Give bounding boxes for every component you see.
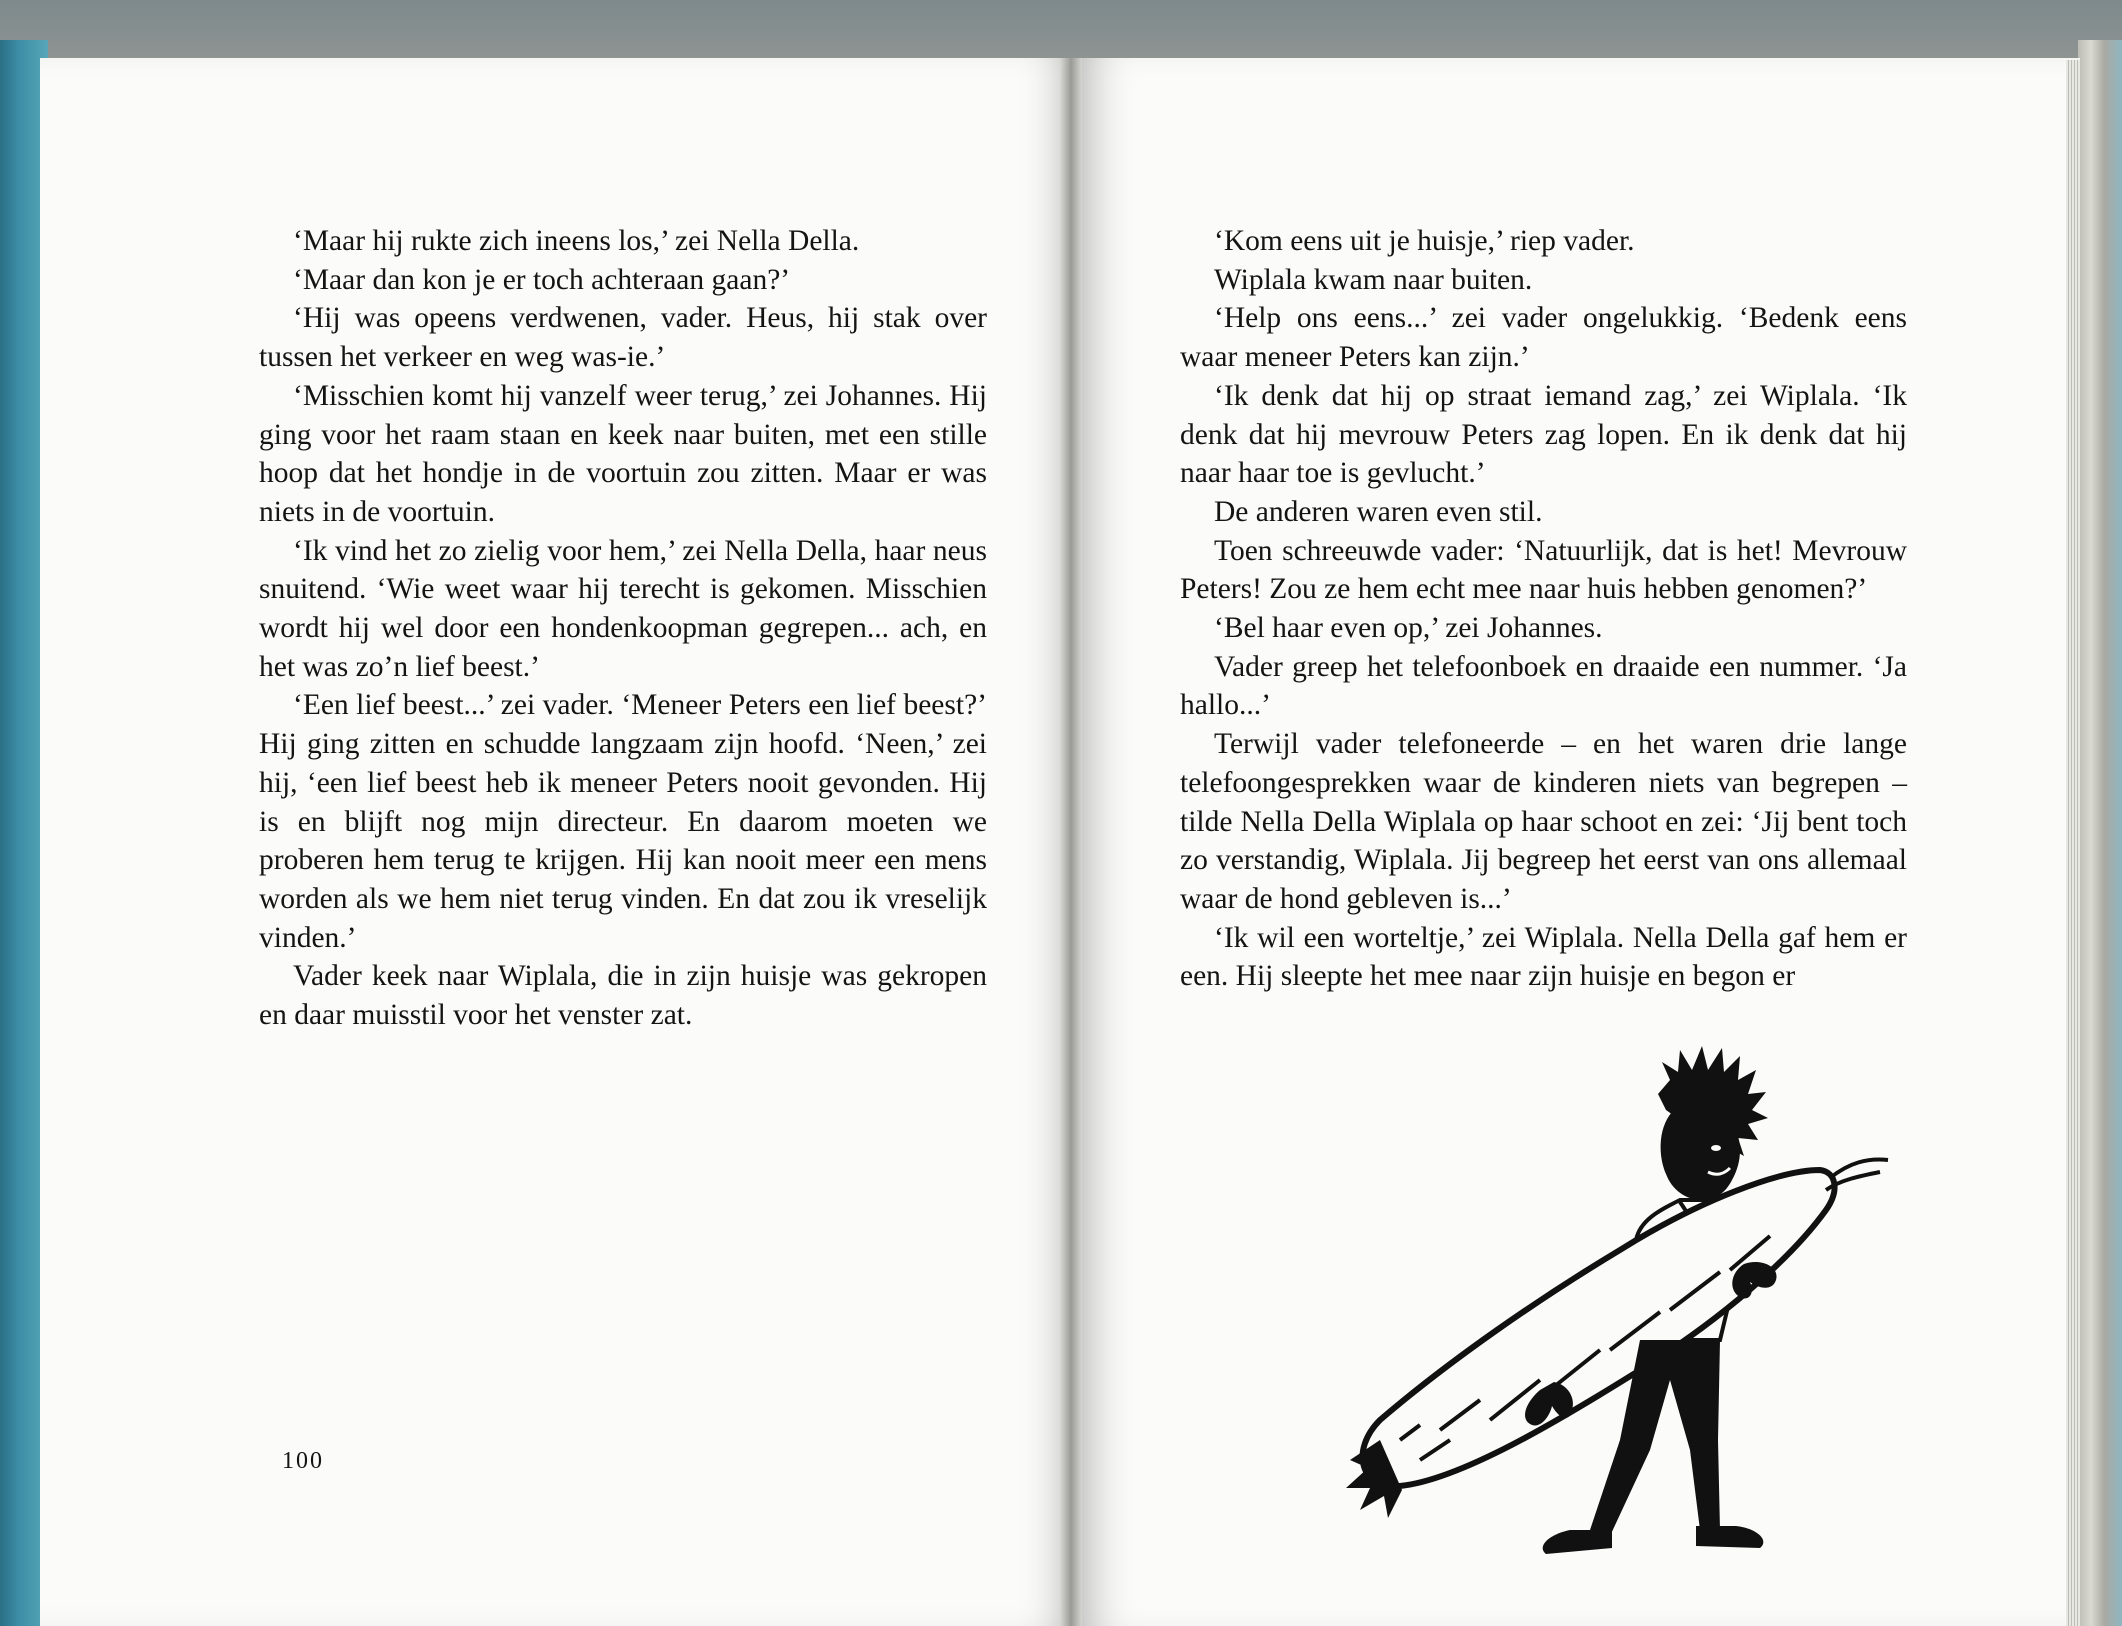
paragraph: ‘Maar hij rukte zich ineens los,’ zei Nella Della. — [293, 225, 860, 257]
left-shoe — [1543, 1530, 1612, 1554]
paragraph: ‘Een lief beest...’ zei vader. ‘Meneer Peters een lief beest?’ Hij ging zitten en schudde langzaam zijn hoofd. ‘Neen,’ zei hij, ‘een lief beest heb ik meneer Peters nooit gevonden. Hij is en blijft nog mijn directeur. En daarom moeten we proberen hem terug te krijgen. Hij kan nooit meer een mens worden als we hem niet terug vinden. En dat zou ik vreselijk vinden.’ — [259, 689, 987, 954]
paragraph: ‘Bel haar even op,’ zei Johannes. — [1214, 612, 1603, 645]
right-shoe — [1696, 1526, 1763, 1548]
paragraph: ‘Ik wil een worteltje,’ zei Wiplala. Nella Della gaf hem er een. Hij sleepte het mee naar zijn huisje en begon er — [1180, 921, 1907, 993]
paragraph: ‘Hij was opeens verdwenen, vader. Heus, hij stak over tussen het verkeer en weg was-ie.’ — [259, 302, 987, 374]
paragraph: De anderen waren even stil. — [1214, 495, 1543, 528]
paragraph: Toen schreeuwde vader: ‘Natuurlijk, dat is het! Mevrouw Peters! Zou ze hem echt mee naar huis hebben genomen?’ — [1180, 534, 1907, 606]
page-number: 100 — [282, 1448, 324, 1474]
page-stack-edge — [2066, 60, 2080, 1626]
paragraph: ‘Misschien komt hij vanzelf weer terug,’ zei Johannes. Hij ging voor het raam staan en keek naar buiten, met een stille hoop dat het hondje in de voortuin zou zitten. Maar er was niets in de voortuin. — [259, 379, 987, 528]
paragraph: Terwijl vader telefoneerde – en het waren drie lange telefoongesprekken waar de kinderen niets van begrepen – tilde Nella Della Wiplala op haar schoot en zei: ‘Jij bent toch zo verstandig, Wiplala. Jij begreep het eerst van ons allemaal waar de hond gebleven is...’ — [1180, 728, 1907, 915]
paragraph: ‘Ik denk dat hij op straat iemand zag,’ zei Wiplala. ‘Ik denk dat hij mevrouw Peters zag lopen. En ik denk dat hij naar haar toe is gevlucht.’ — [1180, 379, 1907, 490]
head — [1661, 1110, 1740, 1200]
boy-carrying-carrot-illustration — [1340, 1040, 1910, 1600]
paragraph: Wiplala kwam naar buiten. — [1214, 263, 1533, 296]
book-cover-edge-right — [2078, 40, 2122, 1626]
eye — [1711, 1145, 1721, 1151]
book-gutter — [1060, 58, 1082, 1626]
left-page-text — [259, 222, 987, 1035]
paragraph: ‘Help ons eens...’ zei vader ongelukkig. ‘Bedenk eens waar meneer Peters kan zijn.’ — [1180, 302, 1907, 374]
right-page-text — [1180, 222, 1907, 996]
paragraph: ‘Ik vind het zo zielig voor hem,’ zei Nella Della, haar neus snuitend. ‘Wie weet waar hij terecht is gekomen. Misschien wordt hij wel door een hondenkoopman gegrepen... ach, en het was zo’n lief beest.’ — [259, 534, 987, 683]
paragraph: Vader keek naar Wiplala, die in zijn huisje was gekropen en daar muisstil voor het venster zat. — [259, 960, 987, 1032]
paragraph: ‘Kom eens uit je huisje,’ riep vader. — [1214, 225, 1635, 257]
paragraph: Vader greep het telefoonboek en draaide een nummer. ‘Ja hallo...’ — [1180, 650, 1907, 722]
paragraph: ‘Maar dan kon je er toch achteraan gaan?’ — [293, 263, 791, 296]
